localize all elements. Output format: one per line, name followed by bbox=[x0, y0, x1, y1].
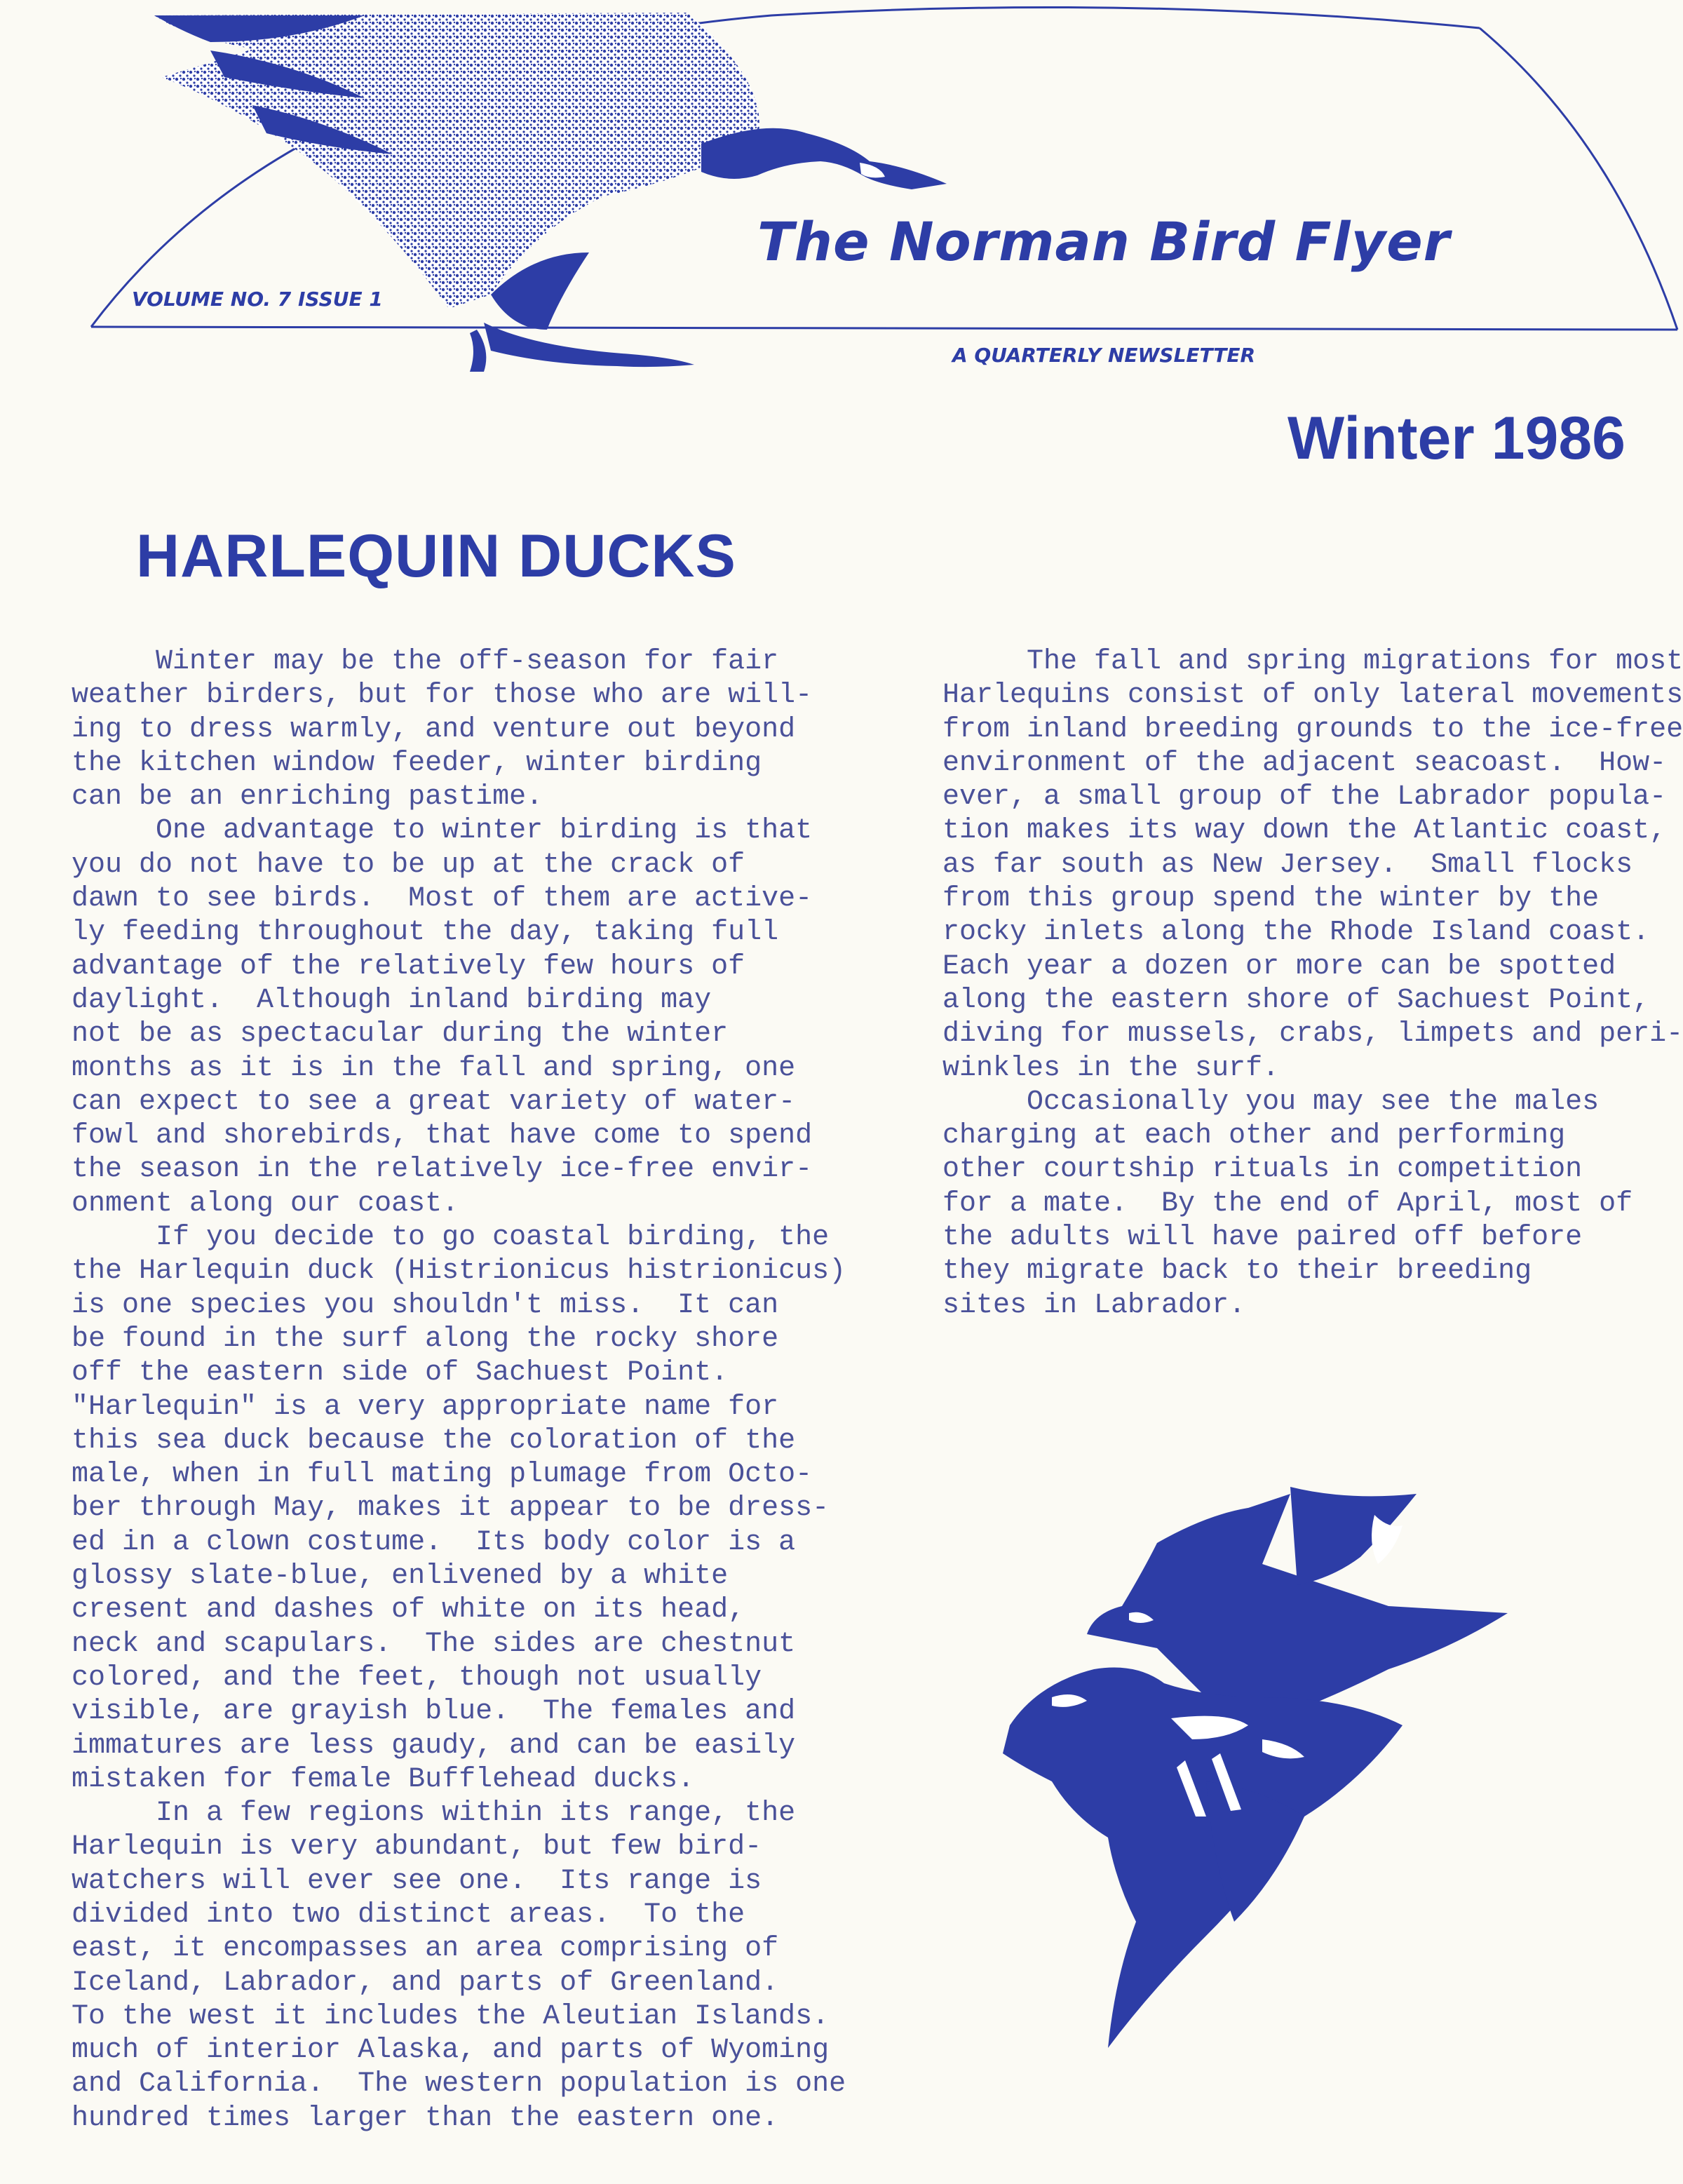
article-line: this sea duck because the coloration of the bbox=[72, 1424, 796, 1457]
volume-issue-label: VOLUME NO. 7 ISSUE 1 bbox=[132, 288, 383, 311]
article-line: hundred times larger than the eastern one. bbox=[72, 2102, 779, 2134]
article-line: mistaken for female Bufflehead ducks. bbox=[72, 1763, 695, 1795]
article-line: advantage of the relatively few hours of bbox=[72, 950, 745, 983]
article-line: ing to dress warmly, and venture out beyond bbox=[72, 713, 796, 746]
article-line: The fall and spring migrations for most bbox=[942, 646, 1683, 678]
article-line: from inland breeding grounds to the ice-free bbox=[942, 713, 1683, 746]
article-line: To the west it includes the Aleutian Islands. bbox=[72, 2000, 830, 2033]
article-line: If you decide to go coastal birding, the bbox=[72, 1222, 830, 1254]
article-line: much of interior Alaska, and parts of Wyoming bbox=[72, 2035, 830, 2067]
article-line: dawn to see birds. Most of them are active- bbox=[72, 883, 813, 915]
article-line: onment along our coast. bbox=[72, 1187, 459, 1220]
article-line: and California. The western population is one bbox=[72, 2068, 846, 2101]
masthead-goose-illustration bbox=[0, 0, 1683, 393]
article-line: other courtship rituals in competition bbox=[942, 1154, 1583, 1186]
article-line: weather birders, but for those who are will- bbox=[72, 680, 813, 712]
article-line: fowl and shorebirds, that have come to spend bbox=[72, 1120, 813, 1152]
article-line: male, when in full mating plumage from Octo- bbox=[72, 1459, 813, 1491]
article-line: ly feeding throughout the day, taking full bbox=[72, 917, 779, 949]
newsletter-subtitle: A QUARTERLY NEWSLETTER bbox=[952, 344, 1256, 367]
article-line: not be as spectacular during the winter bbox=[72, 1018, 729, 1051]
article-line: environment of the adjacent seacoast. How- bbox=[942, 747, 1667, 779]
article-line: ed in a clown costume. Its body color is a bbox=[72, 1526, 796, 1558]
harlequin-ducks-illustration bbox=[996, 1487, 1613, 2083]
article-line: Winter may be the off-season for fair bbox=[72, 646, 779, 678]
article-line: tion makes its way down the Atlantic coast, bbox=[942, 815, 1667, 847]
article-line: immatures are less gaudy, and can be easily bbox=[72, 1730, 796, 1762]
article-line: can be an enriching pastime. bbox=[72, 781, 543, 814]
article-line: Each year a dozen or more can be spotted bbox=[942, 950, 1616, 983]
article-line: the Harlequin duck (Histrionicus histrionicus) bbox=[72, 1255, 846, 1288]
newsletter-title: The Norman Bird Flyer bbox=[757, 210, 1451, 273]
article-line: Occasionally you may see the males bbox=[942, 1086, 1600, 1118]
article-line: they migrate back to their breeding bbox=[942, 1255, 1532, 1288]
article-line: the kitchen window feeder, winter birding bbox=[72, 747, 762, 779]
article-left-column bbox=[72, 645, 846, 2136]
article-line: as far south as New Jersey. Small flocks bbox=[942, 849, 1633, 881]
article-line: charging at each other and performing bbox=[942, 1120, 1566, 1152]
article-line: can expect to see a great variety of water- bbox=[72, 1086, 796, 1118]
article-line: diving for mussels, crabs, limpets and peri- bbox=[942, 1018, 1683, 1051]
article-line: Iceland, Labrador, and parts of Greenland. bbox=[72, 1967, 779, 1999]
article-line: for a mate. By the end of April, most of bbox=[942, 1187, 1633, 1220]
article-line: the season in the relatively ice-free envir- bbox=[72, 1154, 813, 1186]
article-line: glossy slate-blue, enlivened by a white bbox=[72, 1561, 729, 1593]
article-line: One advantage to winter birding is that bbox=[72, 815, 813, 847]
article-right-column bbox=[942, 645, 1683, 1323]
article-line: cresent and dashes of white on its head, bbox=[72, 1594, 745, 1626]
article-line: sites in Labrador. bbox=[942, 1289, 1246, 1321]
article-line: winkles in the surf. bbox=[942, 1052, 1280, 1084]
article-line: be found in the surf along the rocky shore bbox=[72, 1323, 779, 1355]
article-headline: HARLEQUIN DUCKS bbox=[136, 523, 736, 590]
article-line: ber through May, makes it appear to be dress- bbox=[72, 1492, 830, 1525]
article-line: is one species you shouldn't miss. It can bbox=[72, 1289, 779, 1321]
article-line: divided into two distinct areas. To the bbox=[72, 1899, 745, 1931]
article-line: "Harlequin" is a very appropriate name for bbox=[72, 1391, 779, 1423]
article-line: neck and scapulars. The sides are chestnut bbox=[72, 1628, 796, 1660]
article-line: along the eastern shore of Sachuest Point, bbox=[942, 984, 1650, 1016]
article-line: rocky inlets along the Rhode Island coast. bbox=[942, 917, 1650, 949]
article-line: from this group spend the winter by the bbox=[942, 883, 1600, 915]
article-line: ever, a small group of the Labrador popula- bbox=[942, 781, 1667, 814]
article-line: Harlequin is very abundant, but few bird- bbox=[72, 1831, 762, 1863]
article-line: Harlequins consist of only lateral movements bbox=[942, 680, 1683, 712]
article-line: you do not have to be up at the crack of bbox=[72, 849, 745, 881]
article-line: the adults will have paired off before bbox=[942, 1222, 1583, 1254]
article-line: off the eastern side of Sachuest Point. bbox=[72, 1357, 729, 1389]
article-line: colored, and the feet, though not usually bbox=[72, 1661, 762, 1694]
article-line: In a few regions within its range, the bbox=[72, 1798, 796, 1830]
article-line: months as it is in the fall and spring, one bbox=[72, 1052, 796, 1084]
issue-season: Winter 1986 bbox=[1287, 405, 1625, 472]
article-line: daylight. Although inland birding may bbox=[72, 984, 712, 1016]
article-line: watchers will ever see one. Its range is bbox=[72, 1865, 762, 1897]
article-line: east, it encompasses an area comprising of bbox=[72, 1933, 779, 1965]
article-line: visible, are grayish blue. The females and bbox=[72, 1696, 796, 1728]
